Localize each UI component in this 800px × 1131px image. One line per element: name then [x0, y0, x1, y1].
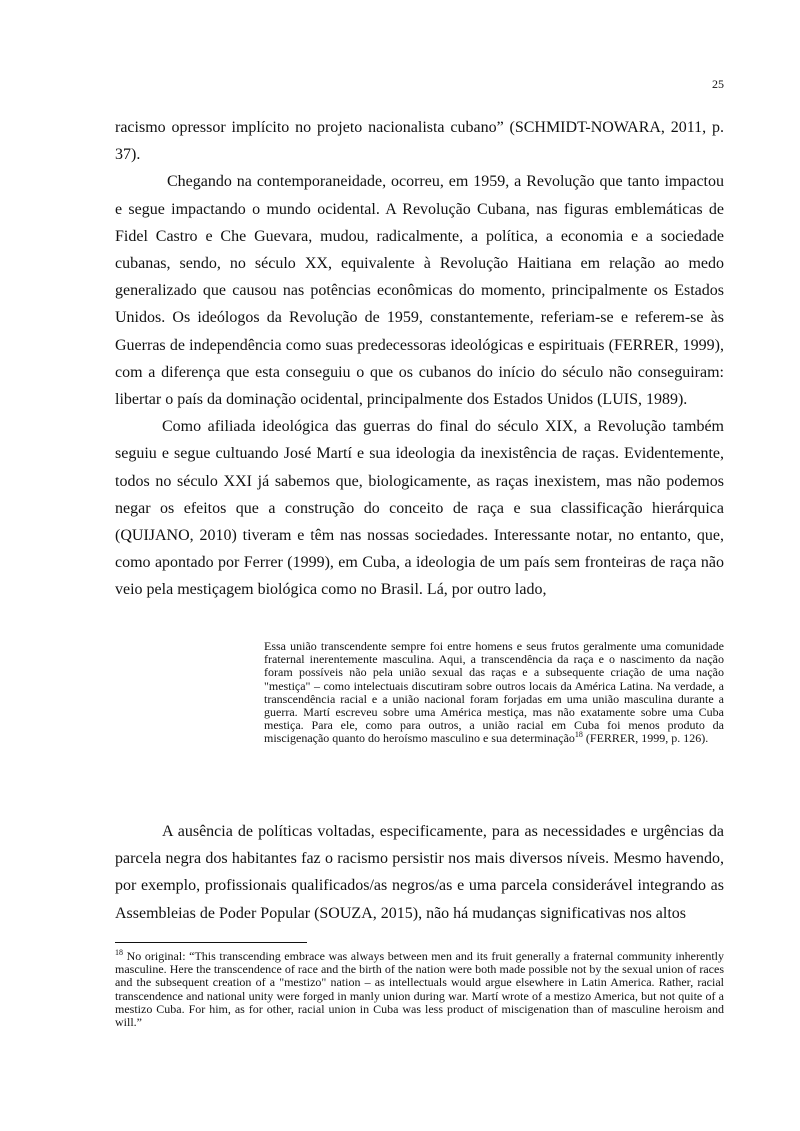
paragraph-policies: A ausência de políticas voltadas, especificamente, para as necessidades e urgências da parcela negra dos habitantes faz o racismo persistir nos mais diversos níveis. Mesmo havendo, por exemplo, profissionais qualificados/as negros/as e uma parcela considerável integrando as Assembleias de Poder Popular (SOUZA, 2015), não há mudanças significativas nos altos: [115, 823, 724, 922]
quote-text: Essa união transcendente sempre foi entre homens e seus frutos geralmente uma comunidade fraternal inerentemente masculina. Aqui, a transcendência da raça e o nascimento da nação foram possíveis não pela união sexual das raças e a subsequente criação de uma nação "mestiça" – como intelectuais discutiram sobre outros locais da América Latina. Na verdade, a transcendência racial e a união nacional foram forjadas em uma união masculina durante a guerra. Martí escreveu sobre uma América mestiça, mas não exatamente sobre uma Cuba mestiça. Para ele, como para outros, a união racial em Cuba foi menos produto da miscigenação quanto do heroísmo masculino e sua determinação: [264, 639, 724, 746]
paragraph-continuation: racismo opressor implícito no projeto nacionalista cubano” (SCHMIDT-NOWARA, 2011, p. 37).: [115, 119, 724, 164]
body-text-lower: [115, 818, 724, 927]
footnote-marker: 18: [115, 948, 123, 957]
footnote: [115, 950, 724, 1029]
footnote-text: No original: “This transcending embrace was always between men and its fruit generally a fraternal community inherently masculine. Here the transcendence of race and the birth of the nation were both made possible not by the sexual union of races and the subsequent creation of a "mestizo" nation – as intellectuals would argue elsewhere in Latin America. Rather, racial transcendence and national unity were forged in manly union during war. Martí wrote of a mestizo America, but not quite of a mestizo Cuba. For him, as for other, racial union in Cuba was less product of miscigenation than of masculine heroism and will.”: [115, 949, 724, 1030]
body-text-upper: [115, 114, 724, 604]
paragraph-ideology: Como afiliada ideológica das guerras do final do século XIX, a Revolução também seguiu e segue cultuando José Martí e sua ideologia da inexistência de raças. Evidentemente, todos no século XXI já sabemos que, biologicamente, as raças inexistem, mas não podemos negar os efeitos que a construção do conceito de raça e sua classificação hierárquica (QUIJANO, 2010) tiveram e têm nas nossas sociedades. Interessante notar, no entanto, que, como apontado por Ferrer (1999), em Cuba, a ideologia de um país sem fronteiras de raça não veio pela mestiçagem biológica como no Brasil. Lá, por outro lado,: [115, 418, 724, 599]
quote-citation: (FERRER, 1999, p. 126).: [582, 731, 709, 746]
page-number: 25: [712, 77, 724, 91]
footnote-reference[interactable]: 18: [574, 730, 583, 740]
footnote-divider: [115, 942, 307, 943]
paragraph-revolution: Chegando na contemporaneidade, ocorreu, em 1959, a Revolução que tanto impactou e segue impactando o mundo ocidental. A Revolução Cubana, nas figuras emblemáticas de Fidel Castro e Che Guevara, mudou, radicalmente, a política, a economia e a sociedade cubanas, sendo, no século XX, equivalente à Revolução Haitiana em relação ao medo generalizado que causou nas potências econômicas do momento, principalmente os Estados Unidos. Os ideólogos da Revolução de 1959, constantemente, referiam-se e referem-se às Guerras de independência como suas predecessoras ideológicas e espirituais (FERRER, 1999), com a diferença que esta conseguiu o que os cubanos do início do século não conseguiram: libertar o país da dominação ocidental, principalmente dos Estados Unidos (LUIS, 1989).: [115, 173, 724, 409]
block-quote: [264, 640, 724, 746]
